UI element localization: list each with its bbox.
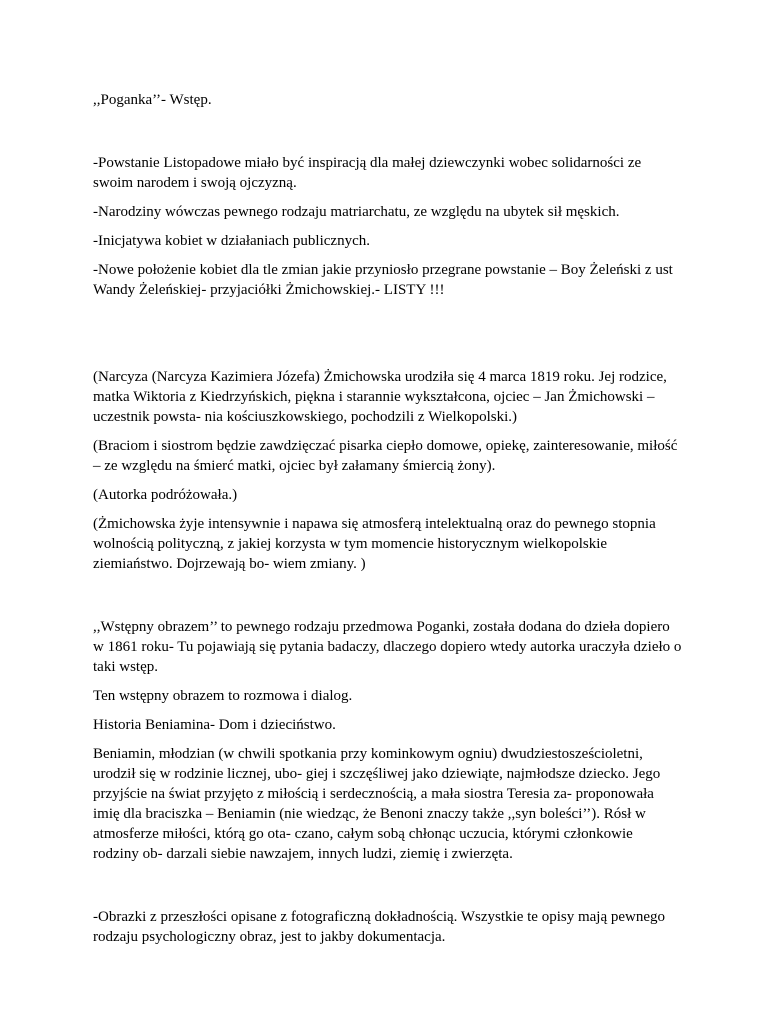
document-title: ,,Poganka’’- Wstęp. bbox=[93, 92, 212, 108]
prologue-paragraph-3: Historia Beniamina- Dom i dzieciństwo. bbox=[93, 717, 336, 733]
prologue-paragraph-4: Beniamin, młodzian (w chwili spotkania przy kominkowym ogniu) dwudziestosześcioletni, urodził się w rodzinie licznej, ubo- giej i szczęśliwej jako dziewiąte, najmłodsze dziecko. Jego przyjście na świat przyjęto z miłością i serdecznością, a mała siostra Teresia za- proponowała imię dla braciszka – Beniamin (nie wiedząc, że Benoni znaczy także ,,syn boleści’’). Rósł w atmosferze miłości, którą go ota- czano, całym sobą chłonąc uczucia, którymi członkowie rodziny ob- darzali siebie nawzajem, innych ludzi, ziemię i zwierzęta. bbox=[93, 746, 661, 862]
closing-paragraph: -Obrazki z przeszłości opisane z fotograficzną dokładnością. Wszystkie te opisy mają pewnego rodzaju psychologiczny obraz, jest to jakby dokumentacja. bbox=[93, 909, 666, 945]
biography-paragraph-1: (Narcyza (Narcyza Kazimiera Józefa) Żmichowska urodziła się 4 marca 1819 roku. Jej rodzice, matka Wiktoria z Kiedrzyńskich, piękna i starannie wykształcona, ojciec – Jan Żmichowski – uczestnik powsta- nia kościuszkowskiego, pochodzili z Wielkopolski.) bbox=[93, 369, 667, 425]
prologue-paragraph-1: ,,Wstępny obrazem’’ to pewnego rodzaju przedmowa Poganki, została dodana do dzieła dopiero w 1861 roku- Tu pojawiają się pytania badaczy, dlaczego dopiero wtedy autorka uraczyła dzieło o taki wstęp. bbox=[93, 619, 682, 675]
intro-paragraph-4: -Nowe położenie kobiet dla tle zmian jakie przyniosło przegrane powstanie – Boy Żeleński z ust Wandy Żeleńskiej- przyjaciółki Żmichowskiej.- LISTY !!! bbox=[93, 262, 673, 298]
biography-paragraph-2: (Braciom i siostrom będzie zawdzięczać pisarka ciepło domowe, opiekę, zainteresowanie, miłość – ze względu na śmierć matki, ojciec był załamany śmiercią żony). bbox=[93, 438, 678, 474]
intro-paragraph-2: -Narodziny wówczas pewnego rodzaju matriarchatu, ze względu na ubytek sił męskich. bbox=[93, 204, 620, 220]
intro-paragraph-3: -Inicjatywa kobiet w działaniach publicznych. bbox=[93, 233, 370, 249]
prologue-paragraph-2: Ten wstępny obrazem to rozmowa i dialog. bbox=[93, 688, 353, 704]
biography-paragraph-3: (Autorka podróżowała.) bbox=[93, 487, 238, 503]
biography-paragraph-4: (Żmichowska żyje intensywnie i napawa się atmosferą intelektualną oraz do pewnego stopnia wolnością polityczną, z jakiej korzysta w tym momencie historycznym wielkopolskie ziemiaństwo. Dojrzewają bo- wiem zmiany. ) bbox=[93, 516, 656, 572]
intro-paragraph-1: -Powstanie Listopadowe miało być inspiracją dla małej dziewczynki wobec solidarności ze swoim narodem i swoją ojczyzną. bbox=[93, 155, 642, 191]
